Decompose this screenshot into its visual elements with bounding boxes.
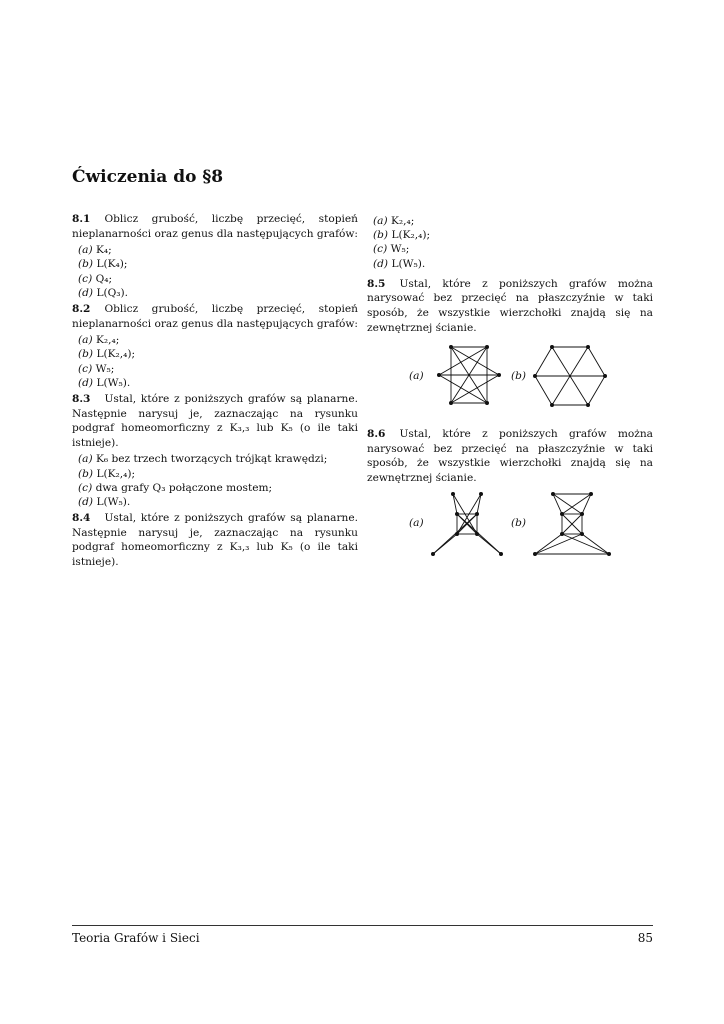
list-item: (a) K₄;: [78, 244, 112, 257]
list-item: (b) L(K₂,₄);: [78, 467, 136, 480]
exercise-8-6: [367, 427, 653, 485]
list-item: (a) K₆ bez trzech tworzących trójkąt krawędzi;: [78, 453, 328, 466]
list-item: (b) L(K₂,₄);: [373, 229, 431, 242]
footer-divider: [72, 925, 653, 926]
exercise-text: Ustal, które z poniższych grafów można narysować bez przecięć na płaszczyźnie w taki sposób, że wszystkie wierzchołki znajdą się na zewnętrznej ścianie.: [367, 428, 653, 484]
page-number: 85: [637, 931, 653, 945]
exercise-number: 8.4: [72, 512, 91, 525]
exercise-8-6-figures: [367, 486, 653, 566]
exercise-8-3: [72, 392, 358, 450]
figure-label-a: (a): [409, 370, 424, 383]
exercise-text: Ustal, które z poniższych grafów są planarne. Następnie narysuj je, zaznaczając na rysunku podgraf homeomorficzny z K₃,₃ lub K₅ (o ile taki istnieje).: [72, 393, 358, 449]
list-item: (d) L(W₅).: [373, 257, 426, 270]
exercise-8-2-items: [72, 333, 358, 390]
graph-8-5-a: [437, 345, 507, 405]
figure-label-b: (b): [511, 370, 527, 383]
exercise-number: 8.6: [367, 428, 386, 441]
exercise-number: 8.1: [72, 213, 91, 225]
exercise-8-4-items: [367, 214, 653, 271]
list-item: (a) K₂,₄;: [78, 334, 120, 347]
list-item: (c) W₅;: [78, 362, 115, 375]
list-item: (d) L(Q₃).: [78, 286, 129, 299]
exercise-text: Ustal, które z poniższych grafów są planarne. Następnie narysuj je, zaznaczając na rysunku podgraf homeomorficzny z K₃,₃ lub K₅ (o ile taki istnieje).: [72, 512, 358, 568]
exercise-text: Oblicz grubość, liczbę przecięć, stopień nieplanarności oraz genus dla następujących grafów:: [72, 213, 359, 240]
exercise-number: 8.2: [72, 303, 91, 315]
graph-8-6-a: [431, 492, 503, 558]
footer-title: Teoria Grafów i Sieci: [72, 931, 200, 945]
exercise-number: 8.3: [72, 393, 91, 405]
exercise-8-5-figures: [367, 335, 653, 417]
right-column: [367, 212, 653, 566]
graph-8-6-b: [533, 492, 611, 558]
figure-label-b: (b): [511, 516, 527, 529]
exercise-text: Ustal, które z poniższych grafów można narysować bez przecięć na płaszczyźnie w taki sposób, że wszystkie wierzchołki znajdą się na zewnętrznej ścianie.: [367, 277, 653, 334]
left-column: [72, 212, 358, 570]
list-item: (c) dwa grafy Q₃ połączone mostem;: [78, 481, 273, 494]
page-title: Ćwiczenia do §8: [72, 167, 224, 187]
exercise-8-4: [72, 511, 358, 569]
exercise-text: Oblicz grubość, liczbę przecięć, stopień nieplanarności oraz genus dla następujących grafów:: [72, 303, 359, 330]
graph-8-5-b: [533, 345, 607, 407]
list-item: (b) L(K₄);: [78, 258, 128, 271]
exercise-8-1-items: [72, 243, 358, 300]
exercise-8-3-items: [72, 452, 358, 509]
list-item: (b) L(K₂,₄);: [78, 348, 136, 361]
list-item: (c) W₅;: [373, 243, 410, 256]
exercise-8-2: [72, 302, 358, 331]
figure-label-a: (a): [409, 516, 424, 529]
exercise-8-1: [72, 212, 358, 241]
list-item: (c) Q₄;: [78, 272, 113, 285]
list-item: (d) L(W₅).: [78, 376, 131, 389]
list-item: (a) K₂,₄;: [373, 215, 415, 227]
exercise-8-5: [367, 277, 653, 335]
exercise-number: 8.5: [367, 277, 386, 290]
list-item: (d) L(W₅).: [78, 495, 131, 508]
